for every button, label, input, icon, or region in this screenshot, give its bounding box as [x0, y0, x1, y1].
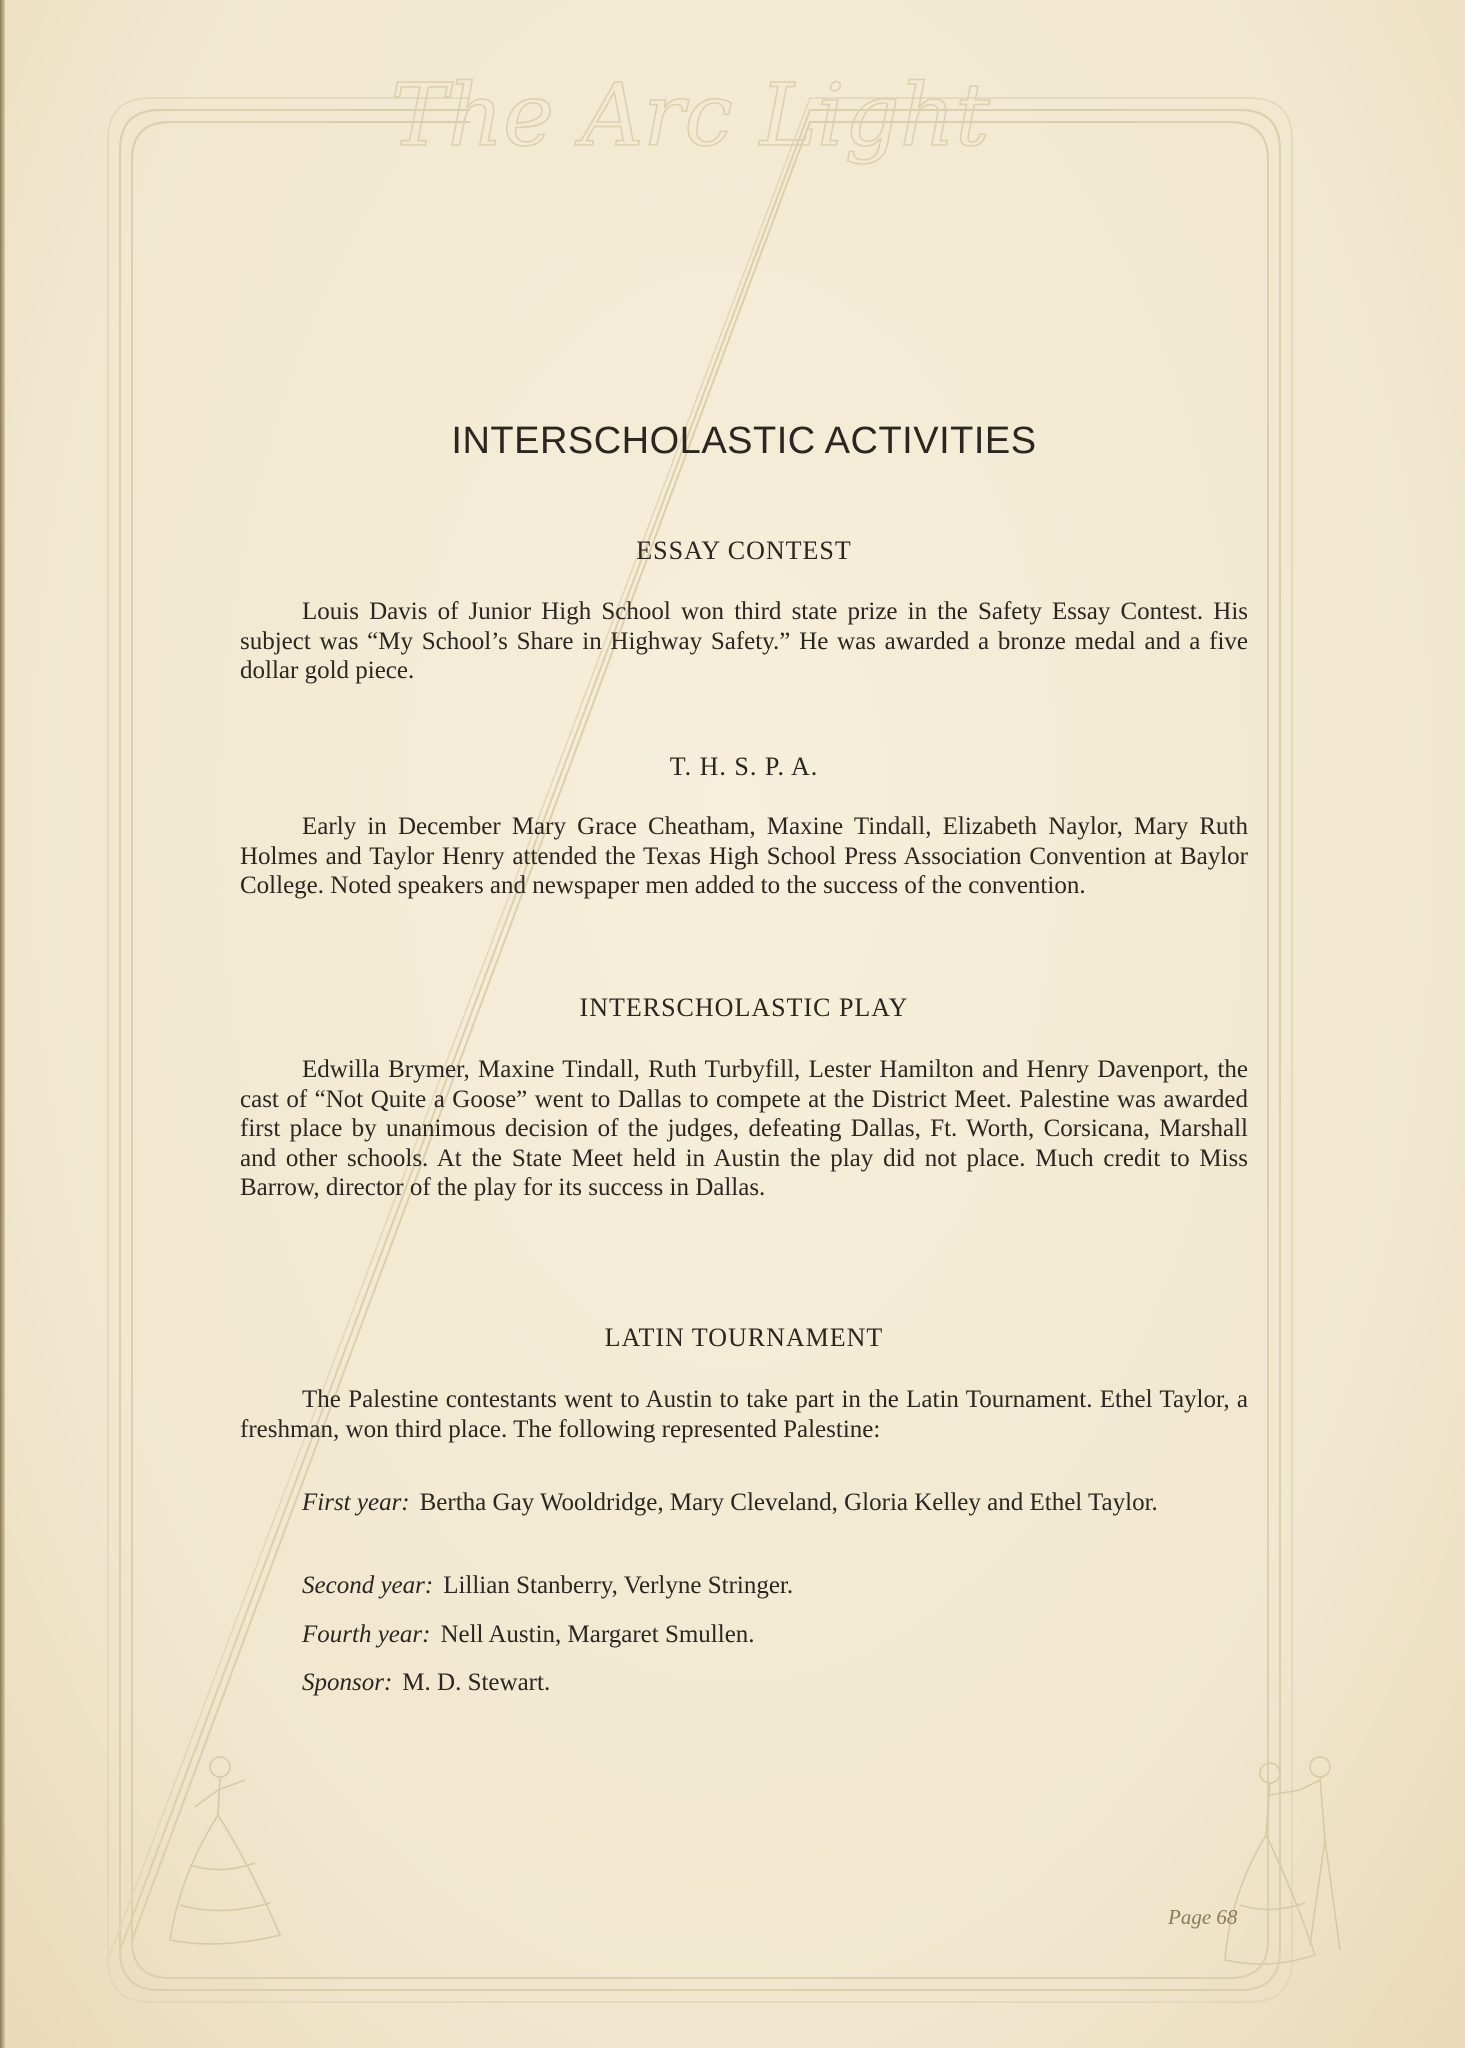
roster-label: Fourth year:: [302, 1621, 431, 1648]
watermark-text: The Arc Light: [390, 66, 990, 166]
roster-names: M. D. Stewart.: [402, 1669, 551, 1696]
roster-label: Second year:: [302, 1572, 434, 1599]
section-paragraph-essay: Louis Davis of Junior High School won third state prize in the Safety Essay Contest. His subject was “My School’s Share in Highway Safety.” He was awarded a bronze medal and a five dollar gold piece.: [240, 598, 1248, 684]
section-heading-latin: LATIN TOURNAMENT: [604, 1323, 884, 1352]
roster-label: Sponsor:: [302, 1669, 393, 1696]
roster-label: First year:: [302, 1489, 410, 1516]
section-paragraph-thspa: Early in December Mary Grace Cheatham, Maxine Tindall, Elizabeth Naylor, Mary Ruth Holmes and Taylor Henry attended the Texas High School Press Association Convention at Baylor College. Noted speakers and newspaper men added to the success of the convention.: [240, 813, 1248, 899]
section-heading-play: INTERSCHOLASTIC PLAY: [579, 993, 909, 1022]
section-paragraph-latin: The Palestine contestants went to Austin to take part in the Latin Tournament. Ethel Taylor, a freshman, won third place. The following represented Palestine:: [240, 1386, 1248, 1443]
section-heading-essay: ESSAY CONTEST: [636, 536, 852, 565]
dancer-figure-left-icon: [150, 1745, 310, 1955]
dancing-couple-figure-right-icon: [1200, 1745, 1390, 1975]
roster-names: Bertha Gay Wooldridge, Mary Cleveland, Gloria Kelley and Ethel Taylor.: [419, 1489, 1158, 1516]
roster-line-sponsor: [240, 1668, 1248, 1698]
section-paragraph-play: Edwilla Brymer, Maxine Tindall, Ruth Turbyfill, Lester Hamilton and Henry Davenport, the cast of “Not Quite a Goose” went to Dallas to compete at the District Meet. Palestine was awarded first place by unanimous decision of the judges, defeating Dallas, Ft. Worth, Corsicana, Marshall and other schools. At the State Meet held in Austin the play did not place. Much credit to Miss Barrow, director of the play for its success in Dallas.: [240, 1056, 1248, 1201]
roster-line-fourth-year: [240, 1620, 1248, 1650]
page-title: INTERSCHOLASTIC ACTIVITIES: [451, 420, 1037, 462]
roster-line-first-year: [240, 1488, 1248, 1518]
section-heading-thspa: T. H. S. P. A.: [669, 752, 819, 781]
roster-names: Nell Austin, Margaret Smullen.: [440, 1621, 755, 1648]
arc-light-watermark-logo: [390, 50, 990, 190]
roster-line-second-year: [240, 1571, 1248, 1601]
page-number: Page 68: [1168, 1905, 1238, 1929]
roster-names: Lillian Stanberry, Verlyne Stringer.: [443, 1572, 794, 1599]
